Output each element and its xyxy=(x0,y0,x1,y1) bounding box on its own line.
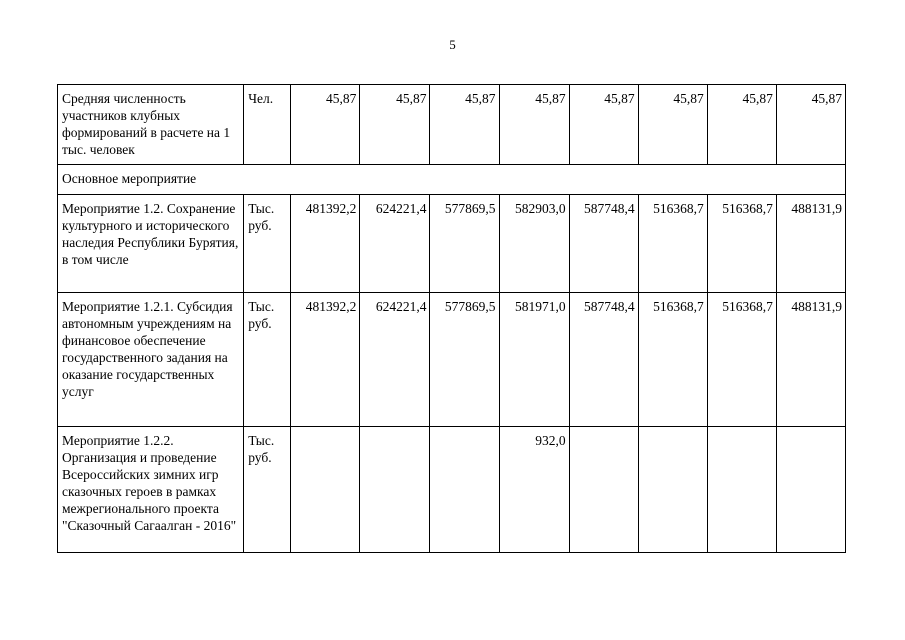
indicator-name-cell: Мероприятие 1.2.2. Организация и проведение Всероссийских зимних игр сказочных героев в рамках межрегионального проекта "Сказочный Сагаалган - 2016" xyxy=(58,427,244,553)
value-cell: 45,87 xyxy=(291,85,360,165)
value-cell: 488131,9 xyxy=(776,195,845,293)
value-cell: 581971,0 xyxy=(499,293,569,427)
value-cell: 488131,9 xyxy=(776,293,845,427)
unit-cell: Тыс. руб. xyxy=(244,293,291,427)
value-cell: 624221,4 xyxy=(360,195,430,293)
section-row xyxy=(58,165,846,195)
value-cell: 45,87 xyxy=(360,85,430,165)
value-cell: 516368,7 xyxy=(707,195,776,293)
value-cell: 932,0 xyxy=(499,427,569,553)
value-cell: 45,87 xyxy=(499,85,569,165)
indicator-name-cell: Средняя численность участников клубных формирований в расчете на 1 тыс. человек xyxy=(58,85,244,165)
value-cell: 587748,4 xyxy=(569,195,638,293)
program-funding-table xyxy=(57,84,846,553)
table-row xyxy=(58,85,846,165)
page-number: 5 xyxy=(449,37,456,52)
value-cell: 587748,4 xyxy=(569,293,638,427)
value-cell: 582903,0 xyxy=(499,195,569,293)
value-cell: 577869,5 xyxy=(430,293,499,427)
value-cell: 45,87 xyxy=(776,85,845,165)
value-cell: 45,87 xyxy=(638,85,707,165)
table-row xyxy=(58,293,846,427)
value-cell: 45,87 xyxy=(707,85,776,165)
value-cell: 577869,5 xyxy=(430,195,499,293)
indicator-name-cell: Мероприятие 1.2. Сохранение культурного и исторического наследия Республики Бурятия, в том числе xyxy=(58,195,244,293)
value-cell xyxy=(360,427,430,553)
value-cell: 516368,7 xyxy=(707,293,776,427)
table-row xyxy=(58,427,846,553)
value-cell xyxy=(569,427,638,553)
value-cell: 481392,2 xyxy=(291,293,360,427)
value-cell: 481392,2 xyxy=(291,195,360,293)
value-cell: 624221,4 xyxy=(360,293,430,427)
value-cell xyxy=(776,427,845,553)
table-row xyxy=(58,195,846,293)
value-cell xyxy=(638,427,707,553)
value-cell xyxy=(707,427,776,553)
unit-cell: Чел. xyxy=(244,85,291,165)
value-cell: 45,87 xyxy=(430,85,499,165)
value-cell xyxy=(430,427,499,553)
unit-cell: Тыс. руб. xyxy=(244,195,291,293)
section-heading: Основное мероприятие xyxy=(58,165,846,195)
table-body xyxy=(58,85,846,553)
unit-cell: Тыс. руб. xyxy=(244,427,291,553)
value-cell: 45,87 xyxy=(569,85,638,165)
value-cell: 516368,7 xyxy=(638,195,707,293)
value-cell: 516368,7 xyxy=(638,293,707,427)
value-cell xyxy=(291,427,360,553)
indicator-name-cell: Мероприятие 1.2.1. Субсидия автономным учреждениям на финансовое обеспечение государственного задания на оказание государственных услуг xyxy=(58,293,244,427)
